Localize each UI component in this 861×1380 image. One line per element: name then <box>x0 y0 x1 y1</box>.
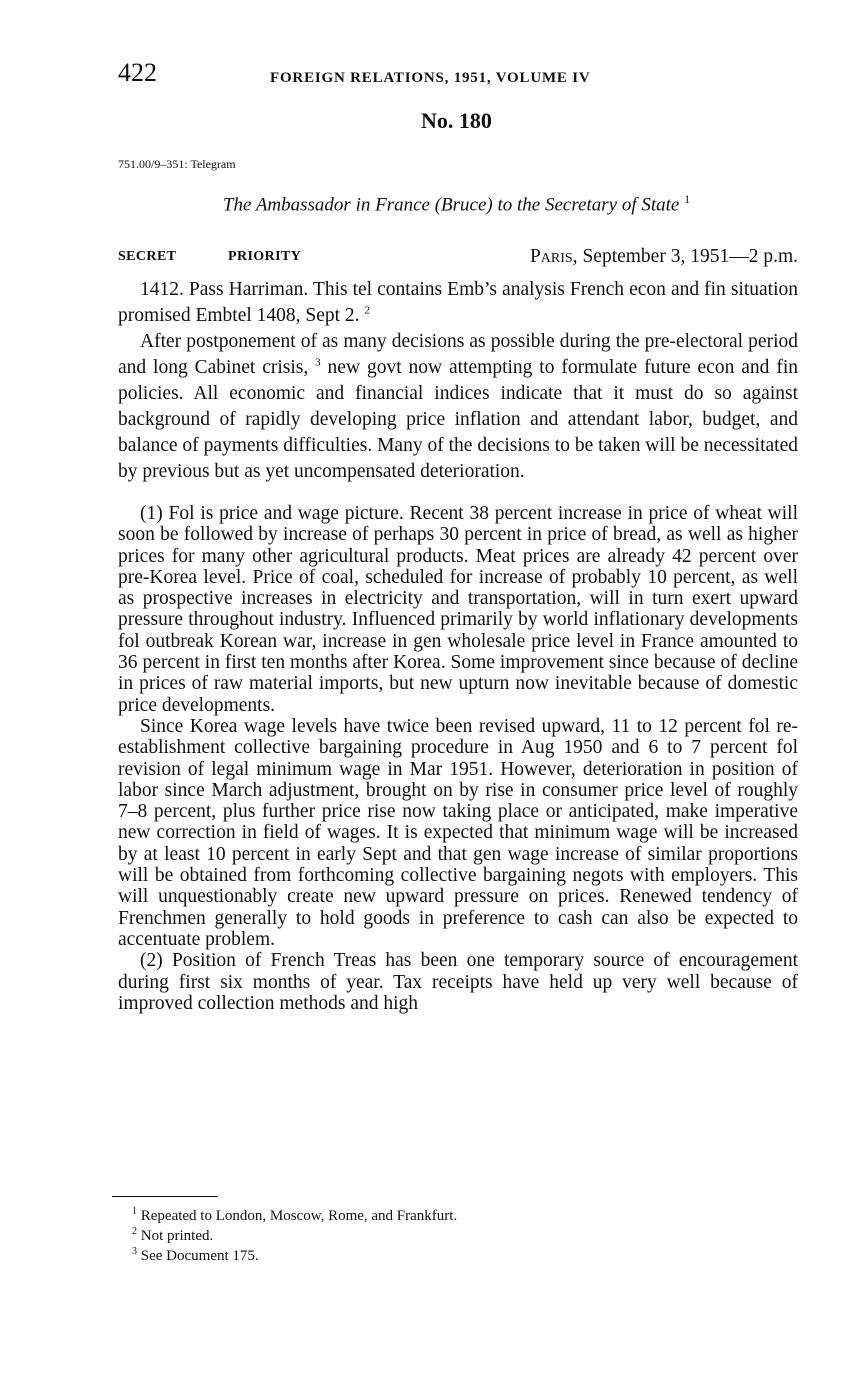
dateline <box>530 246 798 268</box>
footnote-3-mark: 3 <box>132 1246 137 1257</box>
paragraph-3: (1) Fol is price and wage picture. Recent 38 percent increase in price of wheat will soon be followed by increase of perhaps 30 percent in price of bread, as well as higher prices for many other agricultural products. Meat prices are already 42 percent over pre-Korea level. Price of coal, scheduled for increase of probably 10 percent, as well as prospective increases in electricity and transportation, will in turn exert upward pressure throughout industry. Influenced primarily by world inflationary developments fol outbreak Korean war, increase in gen wholesale price level in France amounted to 36 percent in first ten months after Korea. Some improvement since because of decline in prices of raw material imports, but new upturn now inevitable because of domestic price developments. <box>118 503 798 716</box>
dateline-date: September 3, 1951—2 p.m. <box>582 246 798 267</box>
file-reference: 751.00/9–351: Telegram <box>118 157 236 171</box>
paragraph-1-text: 1412. Pass Harriman. This tel contains Emb’s analysis French econ and fin situation promised Embtel 1408, Sept 2. <box>118 279 798 326</box>
telegram-meta <box>118 246 798 272</box>
footnote-divider <box>112 1196 218 1197</box>
paragraph-5: (2) Position of French Treas has been one temporary source of encouragement during first six months of year. Tax receipts have held up very well because of improved collection methods and high <box>118 950 798 1014</box>
footnote-ref-1: 1 <box>684 192 691 206</box>
footnote-1-text: Repeated to London, Moscow, Rome, and Frankfurt. <box>140 1208 458 1224</box>
footnote-2-text: Not printed. <box>140 1228 214 1244</box>
document-title-text: The Ambassador in France (Bruce) to the Secretary of State <box>222 194 680 216</box>
footnote-ref-3: 3 <box>315 356 321 369</box>
dateline-city: Paris, <box>529 246 578 267</box>
footnote-2 <box>132 1226 457 1246</box>
footnote-3-text: See Document 175. <box>140 1248 259 1264</box>
document-number: No. 180 <box>421 108 492 133</box>
priority-label: PRIORITY <box>228 249 302 264</box>
footnote-1 <box>132 1206 457 1226</box>
telegram-body <box>118 277 798 1014</box>
paragraph-2 <box>118 329 798 485</box>
paragraph-2-text-b: new govt now attempting to formulate future econ and fin policies. All economic and financial indices indicate that it must do so against background of rapidly developing price inflation and attendant labor, budget, and balance of payments difficulties. Many of the decisions to be taken will be necessitated by previous but as yet uncompensated deterioration. <box>118 357 798 482</box>
document-title <box>0 192 861 216</box>
paragraph-4: Since Korea wage levels have twice been revised upward, 11 to 12 percent fol re-establishment collective bargaining procedure in Aug 1950 and 6 to 7 percent fol revision of legal minimum wage in Mar 1951. However, deterioration in position of labor since March adjustment, brought on by rise in consumer price level of roughly 7–8 percent, plus further price rise now taking place or anticipated, make imperative new correction in field of wages. It is expected that minimum wage will be increased by at least 10 percent in early Sept and that gen wage increase of similar proportions will be obtained from forthcoming collective bargaining negots with employers. This will unquestionably create new upward pressure on prices. Renewed tendency of Frenchmen generally to hold goods in preference to cash can also be expected to accentuate problem. <box>118 715 798 950</box>
running-head: FOREIGN RELATIONS, 1951, VOLUME IV <box>270 70 591 86</box>
footnote-3 <box>132 1246 457 1266</box>
footnote-ref-2: 2 <box>364 304 370 317</box>
footnote-2-mark: 2 <box>132 1226 137 1237</box>
paragraph-2-text-a: After postponement of as many decisions as possible during the pre-electoral period and long Cabinet crisis, <box>118 331 798 378</box>
page-header <box>118 58 798 90</box>
paragraph-1 <box>118 277 798 329</box>
footnote-1-mark: 1 <box>132 1206 137 1217</box>
classification-label: SECRET <box>118 249 177 264</box>
page-number: 422 <box>118 58 157 87</box>
footnotes <box>132 1206 457 1266</box>
